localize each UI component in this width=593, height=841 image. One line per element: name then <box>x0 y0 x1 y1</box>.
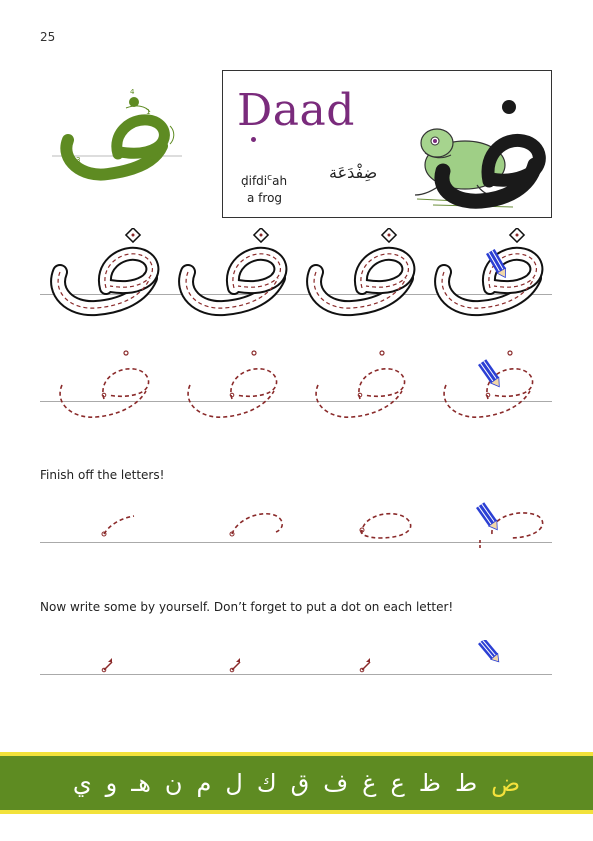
outline-letter <box>186 228 280 308</box>
page-number: 25 <box>40 30 56 44</box>
arabic-example-word: ضِفْدَعَة <box>329 163 378 182</box>
stroke-order-demo <box>52 82 182 182</box>
instruction-write: Now write some by yourself. Don’t forget to put a dot on each letter! <box>40 600 454 614</box>
alphabet-letter: ض <box>491 769 521 797</box>
alphabet-letter: و <box>105 769 118 797</box>
tracing-row-dashed <box>40 345 552 425</box>
alphabet-letter: ف <box>323 769 349 797</box>
tracing-row-starts <box>40 640 552 684</box>
alphabet-letter: غ <box>362 769 377 797</box>
letter-card <box>222 70 552 218</box>
alphabet-letter: م <box>196 769 212 797</box>
alphabet-letter: ق <box>290 769 310 797</box>
dashed-letter <box>60 351 148 417</box>
outline-letter <box>58 228 152 308</box>
stroke-number-1: 1 <box>146 108 151 116</box>
alphabet-band <box>0 752 593 814</box>
alphabet-letter: ن <box>164 769 183 797</box>
outline-letter <box>442 228 536 308</box>
stroke-number-4: 4 <box>130 88 135 96</box>
alphabet-letter: ع <box>390 769 405 797</box>
stroke-number-2: 2 <box>150 158 155 166</box>
alphabet-letter: ل <box>225 769 243 797</box>
dashed-letter <box>316 351 404 417</box>
alphabet-list <box>0 756 593 810</box>
instruction-finish: Finish off the letters! <box>40 468 165 482</box>
alphabet-letter: ي <box>72 769 92 797</box>
tracing-row-partial <box>40 500 552 556</box>
stroke-number-3: 3 <box>76 156 81 164</box>
word-meaning: a frog <box>247 191 283 205</box>
letter-name-dot <box>251 137 256 142</box>
dashed-letter <box>444 351 532 417</box>
outline-letter <box>314 228 408 308</box>
alphabet-letter: ظ <box>418 769 441 797</box>
transliteration: ḍifdi$^c$ah <box>241 173 288 188</box>
alphabet-letter: ك <box>256 769 277 797</box>
dashed-letter <box>188 351 276 417</box>
frog-illustration <box>403 79 551 217</box>
letter-name: Daad <box>237 85 355 136</box>
tracing-row-outline <box>40 228 552 328</box>
alphabet-letter: هـ <box>131 769 151 797</box>
alphabet-letter: ط <box>454 769 478 797</box>
